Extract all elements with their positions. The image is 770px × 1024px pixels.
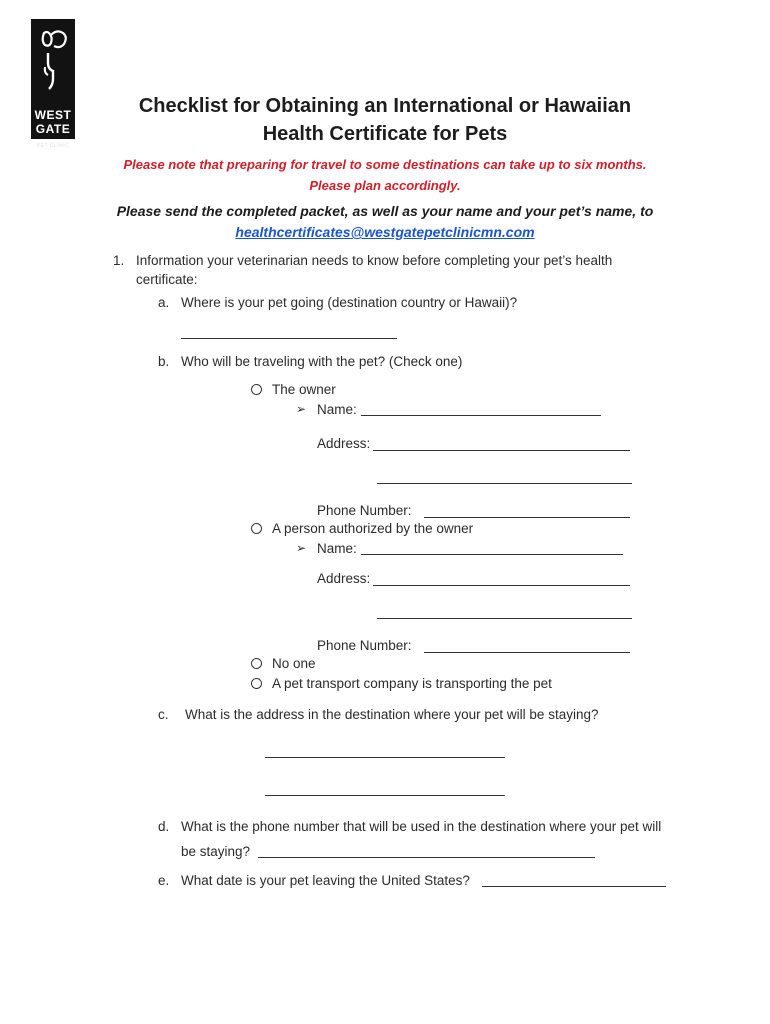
- question-a-marker: a.: [158, 295, 170, 310]
- owner-phone-line[interactable]: [424, 517, 630, 518]
- arrow-bullet-icon: ➢: [296, 402, 307, 416]
- owner-name-line[interactable]: [361, 415, 601, 416]
- no-one-option-label: No one: [272, 656, 316, 671]
- authorized-address-line-1[interactable]: [373, 585, 630, 586]
- authorized-address-line-2[interactable]: [377, 618, 632, 619]
- no-one-radio[interactable]: [251, 658, 262, 669]
- owner-option-label: The owner: [272, 382, 336, 397]
- question-e-text: What date is your pet leaving the United States?: [181, 873, 470, 888]
- item-1-number: 1.: [113, 253, 125, 268]
- logo-tagline: PET CLINIC: [36, 143, 70, 149]
- west-gate-logo: [31, 19, 75, 149]
- item-1-text-line-1: Information your veterinarian needs to know before completing your pet’s health: [136, 253, 613, 268]
- question-d-marker: d.: [158, 819, 170, 834]
- owner-radio[interactable]: [251, 384, 262, 395]
- authorized-phone-label: Phone Number:: [317, 638, 412, 653]
- authorized-phone-line[interactable]: [424, 652, 630, 653]
- authorized-person-option-label: A person authorized by the owner: [272, 521, 474, 536]
- owner-name-label: Name:: [317, 402, 357, 417]
- logo-word-west: WEST: [34, 108, 72, 122]
- send-instruction: Please send the completed packet, as well as your name and your pet’s name, to: [116, 203, 654, 219]
- authorized-person-radio[interactable]: [251, 523, 262, 534]
- question-d-text-line-2: be staying?: [181, 844, 251, 859]
- email-link[interactable]: healthcertificates@westgatepetclinicmn.com: [235, 224, 535, 240]
- page-title-line-1: Checklist for Obtaining an International or Hawaiian: [138, 95, 632, 117]
- authorized-name-label: Name:: [317, 541, 357, 556]
- question-e-marker: e.: [158, 873, 170, 888]
- destination-address-line-2[interactable]: [265, 795, 505, 796]
- destination-phone-line[interactable]: [258, 857, 595, 858]
- pet-transport-radio[interactable]: [251, 678, 262, 689]
- question-c-marker: c.: [158, 707, 169, 722]
- logo-word-gate: GATE: [35, 122, 71, 136]
- question-d-text-line-1: What is the phone number that will be used in the destination where your pet will: [181, 819, 662, 834]
- departure-date-line[interactable]: [482, 886, 666, 887]
- authorized-name-line[interactable]: [361, 554, 623, 555]
- owner-address-line-1[interactable]: [373, 450, 630, 451]
- page-title-line-2: Health Certificate for Pets: [262, 123, 508, 145]
- question-a-text: Where is your pet going (destination country or Hawaii)?: [181, 295, 518, 310]
- owner-phone-label: Phone Number:: [317, 503, 412, 518]
- item-1-text-line-2: certificate:: [136, 272, 198, 287]
- pet-transport-option-label: A pet transport company is transporting the pet: [272, 676, 552, 691]
- destination-address-line-1[interactable]: [265, 757, 505, 758]
- question-b-marker: b.: [158, 354, 170, 369]
- destination-answer-line[interactable]: [181, 338, 397, 339]
- question-c-text: What is the address in the destination where your pet will be staying?: [185, 707, 599, 722]
- owner-address-line-2[interactable]: [377, 483, 632, 484]
- travel-notice-line-1: Please note that preparing for travel to some destinations can take up to six months.: [123, 157, 647, 172]
- travel-notice-line-2: Please plan accordingly.: [309, 178, 461, 193]
- owner-address-label: Address:: [317, 436, 371, 451]
- authorized-address-label: Address:: [317, 571, 371, 586]
- arrow-bullet-icon: ➢: [296, 541, 307, 555]
- question-b-text: Who will be traveling with the pet? (Check one): [181, 354, 463, 369]
